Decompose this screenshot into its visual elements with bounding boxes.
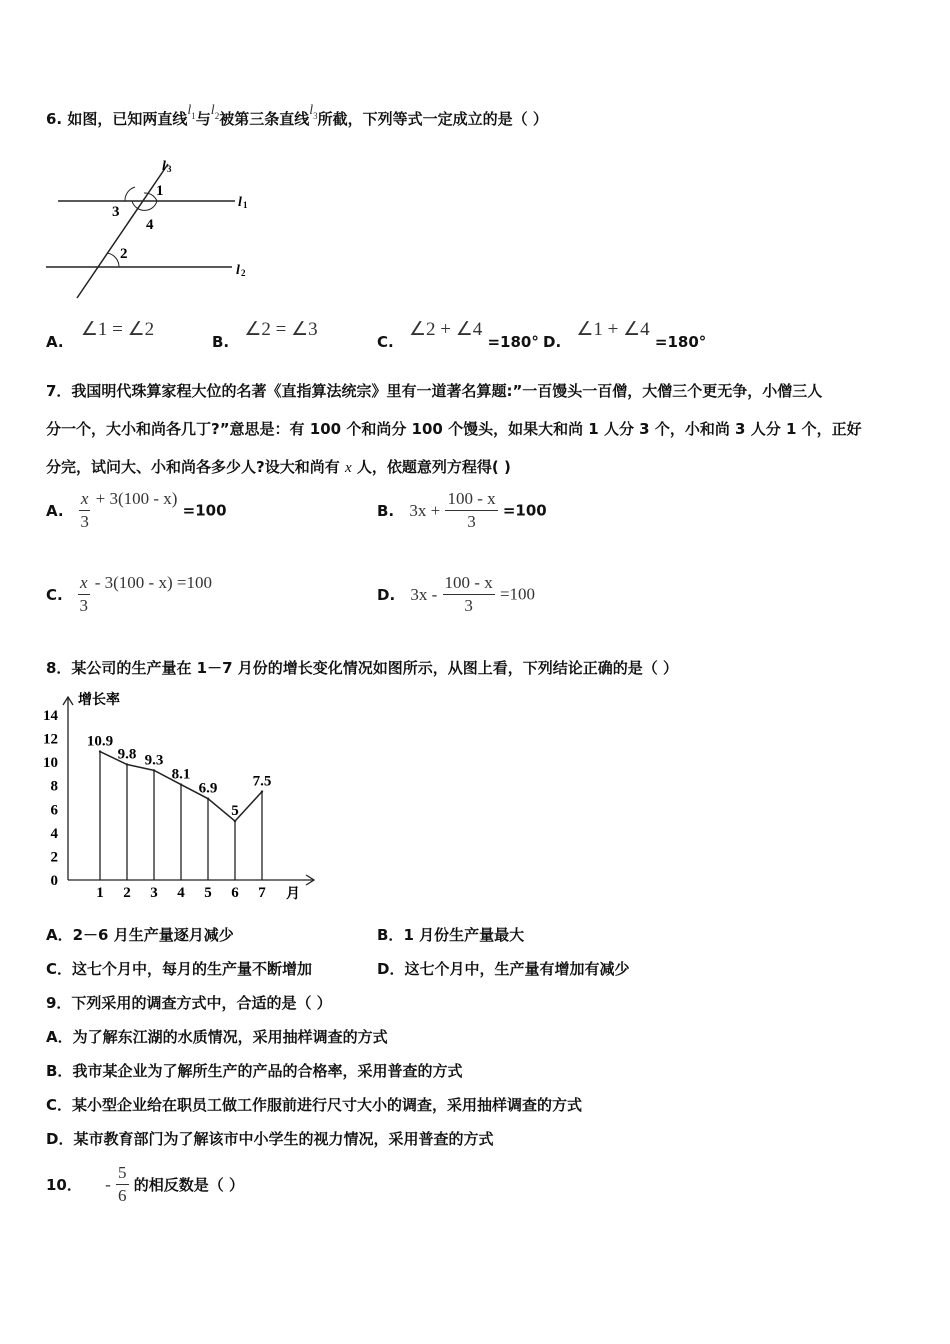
x-tick-label: 5 [204, 885, 212, 901]
q6-stem [46, 103, 548, 129]
data-label: 9.3 [144, 752, 164, 769]
q6-figure [40, 150, 270, 310]
label-l1: l [238, 195, 242, 210]
q6-text-a: 如图，已知两直线 [67, 110, 188, 128]
q6-text-d: 所截，下列等式一定成立的是（ ） [317, 110, 548, 128]
q6-text-b: 与 [195, 110, 211, 128]
data-point [207, 797, 209, 799]
q6-line-l1: $l_1$ [187, 103, 196, 121]
y-tick-label: 12 [43, 731, 58, 748]
angle-3-label: 3 [112, 204, 120, 220]
q6-option-c[interactable]: C. ∠2 + ∠4 =180° [377, 319, 539, 351]
angle-4-arc [132, 201, 157, 210]
y-tick-label: 10 [43, 755, 58, 772]
q6-option-b[interactable]: B. ∠2 = ∠3 [212, 319, 318, 351]
q8-growth-chart [38, 688, 328, 904]
x-tick-label: 2 [123, 885, 131, 901]
label-l3: l [162, 159, 166, 174]
x-tick-label: 4 [177, 885, 185, 901]
q7-option-c[interactable]: C. $\frac{x}{3}$ - 3(100 - x) =100 [46, 572, 212, 615]
q6-option-b-expr: ∠2 = ∠3 [244, 319, 318, 340]
svg-text:3: 3 [167, 164, 172, 174]
x-axis-title: 月 [286, 887, 300, 902]
q7-option-b[interactable]: B. 3x + $\frac{100 - x}{3}$ =100 [377, 489, 547, 531]
svg-text:2: 2 [241, 268, 246, 278]
data-point [261, 790, 263, 792]
q6-option-d-expr: ∠1 + ∠4 [576, 319, 650, 340]
y-tick-label: 14 [43, 708, 58, 724]
x-tick-label: 7 [258, 885, 266, 901]
q9-stem: 9．下列采用的调查方式中，合适的是（ ） [46, 994, 332, 1012]
q10-fraction: $\frac{5}{6}$ [118, 1163, 127, 1205]
data-point [180, 783, 182, 785]
q6-option-c-expr: ∠2 + ∠4 [408, 319, 483, 340]
data-point [126, 763, 128, 765]
angle-2-label: 2 [120, 246, 128, 262]
q10-number: 10． [46, 1176, 82, 1194]
q10-text: 的相反数是（ ） [133, 1176, 244, 1194]
x-tick-label: 6 [231, 885, 239, 901]
angle-3-arc [125, 187, 135, 201]
q10-stem [46, 1162, 244, 1207]
data-point [234, 820, 236, 822]
line-l3 [77, 164, 168, 298]
q7-line-2: 分一个，大小和尚各几丁?”意思是：有 100 个和尚分 100 个馒头，如果大和尚 1 人分 3 个，小和尚 3 人分 1 个，正好 [46, 420, 862, 438]
q8-option-b[interactable]: B．1 月份生产量最大 [377, 926, 525, 944]
data-label: 8.1 [171, 766, 191, 783]
y-tick-label: 0 [50, 873, 58, 889]
data-label: 9.8 [117, 746, 137, 763]
q8-stem: 8．某公司的生产量在 1－7 月份的增长变化情况如图所示，从图上看，下列结论正确的是（ ） [46, 659, 678, 677]
angle-2-arc [107, 253, 119, 267]
q6-option-a-expr: ∠1 = ∠2 [80, 319, 155, 340]
data-label: 10.9 [86, 733, 114, 750]
x-tick-label: 3 [150, 885, 158, 901]
q8-option-d[interactable]: D．这七个月中，生产量有增加有减少 [377, 960, 630, 978]
q9-option-b[interactable]: B．我市某企业为了解所生产的产品的合格率，采用普查的方式 [46, 1062, 463, 1080]
q6-text-c: 被第三条直线 [219, 110, 310, 128]
q6-line-l3: $l_3$ [309, 103, 318, 121]
y-tick-label: 2 [50, 849, 58, 866]
q9-option-a[interactable]: A．为了解东江湖的水质情况，采用抽样调查的方式 [46, 1028, 388, 1046]
data-label: 7.5 [252, 773, 272, 790]
q7-line-3: 分完，试问大、小和尚各多少人?设大和尚有 x 人，依题意列方程得( ) [46, 458, 511, 476]
q6-line-l2: $l_2$ [210, 103, 220, 121]
q6-number: 6. [46, 110, 63, 128]
angle-4-label: 4 [146, 217, 154, 233]
q9-option-c[interactable]: C．某小型企业给在职员工做工作服前进行尺寸大小的调查，采用抽样调查的方式 [46, 1096, 583, 1114]
data-label: 5 [231, 803, 239, 820]
data-label: 6.9 [198, 780, 218, 797]
label-l2: l [236, 263, 240, 278]
y-axis-title: 增长率 [78, 693, 120, 708]
data-point [153, 769, 155, 771]
q7-option-a[interactable]: A. $\frac{x}{3}$ + 3(100 - x) =100 [46, 488, 227, 531]
y-tick-label: 6 [50, 802, 58, 819]
data-point [99, 750, 101, 752]
y-tick-label: 8 [50, 778, 58, 795]
q8-option-a[interactable]: A．2－6 月生产量逐月减少 [46, 926, 234, 944]
y-tick-label: 4 [50, 825, 58, 842]
q7-option-d[interactable]: D. 3x - $\frac{100 - x}{3}$ =100 [377, 573, 536, 615]
x-tick-label: 1 [96, 885, 104, 901]
q6-option-a[interactable]: A. ∠1 = ∠2 [46, 319, 155, 351]
q8-option-c[interactable]: C．这七个月中，每月的生产量不断增加 [46, 960, 313, 978]
q9-option-d[interactable]: D．某市教育部门为了解该市中小学生的视力情况，采用普查的方式 [46, 1130, 494, 1148]
q7-line-1: 7．我国明代珠算家程大位的名著《直指算法统宗》里有一道著名算题:”一百馒头一百僧，大僧三个更无争，小僧三人 [46, 382, 823, 400]
svg-text:1: 1 [243, 200, 248, 210]
q6-option-d[interactable]: D. ∠1 + ∠4 =180° [543, 319, 707, 351]
angle-1-label: 1 [156, 183, 164, 199]
q10-sign: - [105, 1174, 111, 1194]
